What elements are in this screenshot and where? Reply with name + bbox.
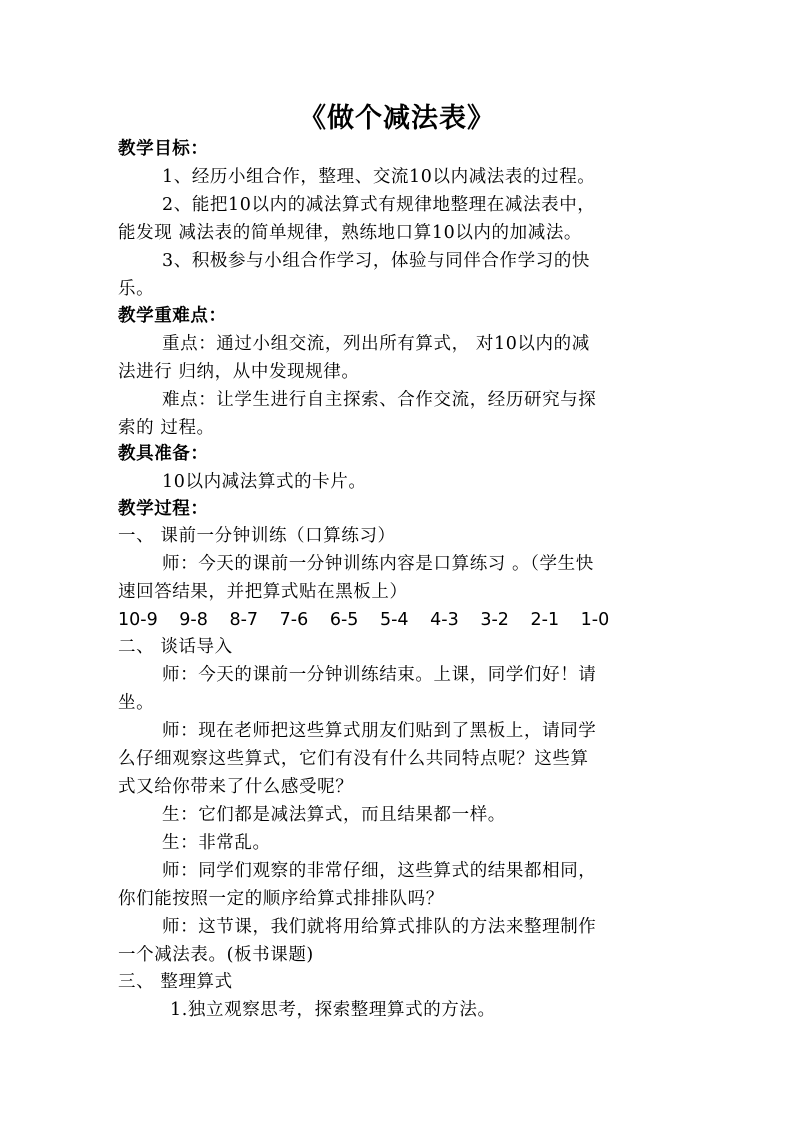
teacher-3-line-2: 你们能按照一定的顺序给算式排排队吗？ (118, 889, 444, 909)
goal-3-line-2: 乐。 (118, 279, 155, 299)
goal-3-line-1: 3、积极参与小组合作学习，体验与同伴合作学习的快 (162, 251, 591, 271)
teacher-4-line-2: 一个减法表。(板书课题) (118, 945, 314, 965)
teacher-1-line-1: 师：今天的课前一分钟训练结束。上课，同学们好！请 (162, 665, 597, 685)
student-1: 生：它们都是减法算式，而且结果都一样。 (162, 805, 506, 825)
tools-text: 10以内减法算式的卡片。 (162, 472, 367, 492)
formula-item: 2-1 (530, 610, 560, 630)
teacher-2-line-1: 师：现在老师把这些算式朋友们贴到了黑板上，请同学 (162, 721, 597, 741)
teacher-3-line-1: 师：同学们观察的非常仔细，这些算式的结果都相同， (162, 861, 597, 881)
teacher-2-line-2: 么仔细观察这些算式，它们有没有什么共同特点呢？这些算 (118, 749, 589, 769)
part-1-line-2: 速回答结果，并把算式贴在黑板上） (118, 582, 408, 602)
formula-item: 9-8 (179, 610, 208, 630)
goals-heading: 教学目标： (118, 139, 209, 159)
teacher-1-line-2: 坐。 (118, 693, 155, 713)
part-3-item-1: 1.独立观察思考，探索整理算式的方法。 (170, 1000, 496, 1020)
difficulty-line-1: 难点：让学生进行自主探索、合作交流，经历研究与探 (162, 390, 597, 410)
tools-heading: 教具准备： (118, 444, 209, 464)
part-1-title: 一、 课前一分钟训练（口算练习） (118, 526, 396, 546)
student-2: 生：非常乱。 (162, 833, 271, 853)
difficulty-line-2: 索的 过程。 (118, 418, 215, 438)
formula-item: 10-9 (118, 610, 158, 630)
goal-2-line-1: 2、能把10以内的减法算式有规律地整理在减法表中， (162, 195, 596, 215)
key-point-line-2: 法进行 归纳，从中发现规律。 (118, 362, 360, 382)
goal-2-line-2: 能发现 减法表的简单规律，熟练地口算10以内的加减法。 (118, 223, 583, 243)
part-3-title: 三、 整理算式 (118, 972, 233, 992)
formula-item: 5-4 (379, 610, 409, 630)
teacher-4-line-1: 师：这节课，我们就将用给算式排队的方法来整理制作 (162, 917, 597, 937)
formula-item: 1-0 (580, 610, 610, 630)
teacher-2-line-3: 式又给你带来了什么感受呢？ (118, 777, 354, 797)
part-2-title: 二、 谈话导入 (118, 637, 233, 657)
formula-item: 8-7 (229, 610, 259, 630)
formula-item: 4-3 (430, 610, 459, 630)
goal-1: 1、经历小组合作，整理、交流10以内减法表的过程。 (162, 167, 596, 187)
document-title: 《做个减法表》 (299, 103, 495, 134)
formula-row (118, 609, 625, 631)
part-1-line-1: 师：今天的课前一分钟训练内容是口算练习 。（学生快 (162, 554, 594, 574)
key-point-line-1: 重点：通过小组交流，列出所有算式， 对10以内的减 (162, 334, 590, 354)
formula-item: 6-5 (329, 610, 359, 630)
key-points-heading: 教学重难点： (118, 306, 227, 326)
formula-item: 3-2 (480, 610, 509, 630)
formula-item: 7-6 (279, 610, 309, 630)
process-heading: 教学过程： (118, 499, 209, 519)
